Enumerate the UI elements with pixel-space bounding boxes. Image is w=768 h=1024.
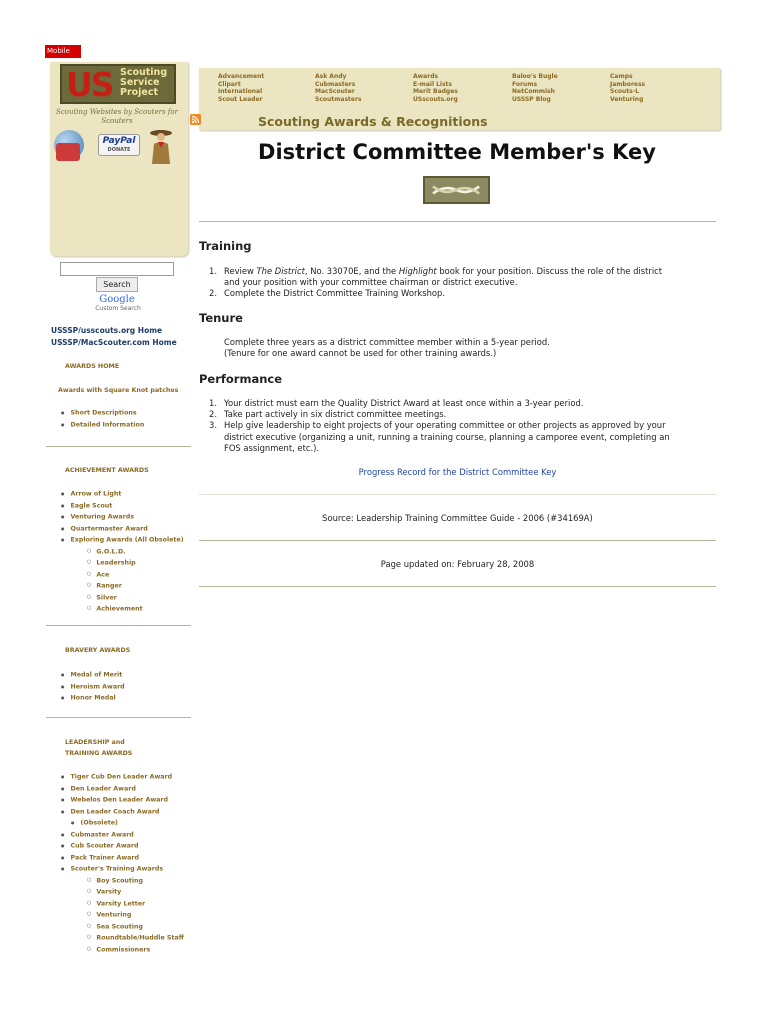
list-item[interactable]: ● Medal of Merit bbox=[61, 669, 125, 681]
leadership-heading: LEADERSHIP and TRAINING AWARDS bbox=[65, 739, 133, 757]
square-knot-link[interactable]: Awards with Square Knot patches bbox=[58, 387, 179, 394]
list-item: 1. Review The District, No. 33070E, and the Highlight book for your position. Discuss the role of the district and your position with your committee chairman or district executive. bbox=[209, 266, 663, 288]
list-item[interactable]: ● Scouter's Training Awards bbox=[61, 863, 184, 875]
list-item[interactable]: ○ Silver bbox=[61, 592, 184, 604]
list-item: 1. Your district must earn the Quality District Award at least once within a 3-year period. bbox=[209, 398, 584, 408]
list-item[interactable]: ● Den Leader Coach Award bbox=[61, 806, 184, 818]
list-item[interactable]: ● Tiger Cub Den Leader Award bbox=[61, 771, 184, 783]
nav-link[interactable]: MacScouter bbox=[315, 88, 355, 95]
leadership-list bbox=[61, 771, 184, 955]
usscouts-home-link[interactable]: USSSP/usscouts.org Home bbox=[51, 326, 163, 335]
list-item[interactable]: ● Den Leader Award bbox=[61, 783, 184, 795]
achievement-list bbox=[61, 488, 184, 615]
divider bbox=[46, 446, 191, 447]
nav-link[interactable]: Forums bbox=[512, 80, 538, 88]
list-item[interactable]: ● Heroism Award bbox=[61, 681, 125, 693]
list-item[interactable]: ○ Venturing bbox=[61, 909, 184, 921]
nav-link[interactable]: Awards bbox=[413, 73, 439, 80]
list-item[interactable]: ○ Varsity bbox=[61, 886, 184, 898]
divider bbox=[199, 540, 716, 541]
performance-list bbox=[209, 398, 714, 454]
nav-link[interactable]: E-mail Lists bbox=[413, 80, 452, 88]
list-item[interactable]: ○ G.O.L.D. bbox=[61, 546, 184, 558]
nav-link[interactable]: Ask Andy bbox=[315, 73, 347, 80]
nav-link[interactable]: International bbox=[218, 88, 263, 95]
achievement-heading: ACHIEVEMENT AWARDS bbox=[65, 467, 149, 474]
list-item[interactable]: ● Exploring Awards (All Obsolete) bbox=[61, 534, 184, 546]
nav-link[interactable]: NetCommish bbox=[512, 88, 555, 95]
nav-link[interactable]: Scouts-L bbox=[610, 88, 640, 95]
list-item[interactable]: ● Quartermaster Award bbox=[61, 523, 184, 535]
nav-link[interactable]: Scoutmasters bbox=[315, 95, 362, 103]
awards-home-link[interactable]: AWARDS HOME bbox=[65, 363, 120, 370]
custom-search-label: Custom Search bbox=[95, 305, 141, 312]
nav-column bbox=[512, 73, 558, 103]
page-title: District Committee Member's Key bbox=[258, 140, 656, 164]
list-item[interactable]: ● Detailed Information bbox=[61, 419, 144, 431]
list-item[interactable]: ○ Roundtable/Huddle Staff bbox=[61, 932, 184, 944]
macscouter-home-link[interactable]: USSSP/MacScouter.com Home bbox=[51, 338, 177, 347]
page-updated: Page updated on: February 28, 2008 bbox=[380, 559, 535, 569]
list-item: 2. Take part actively in six district committee meetings. bbox=[209, 409, 447, 420]
list-item[interactable]: ● Venturing Awards bbox=[61, 511, 184, 523]
list-item[interactable]: ○ Commissioners bbox=[61, 944, 184, 956]
divider bbox=[199, 494, 716, 495]
list-item[interactable]: ● Eagle Scout bbox=[61, 500, 184, 512]
rss-feed-icon[interactable] bbox=[190, 114, 201, 125]
logo-words: Scouting Service Project bbox=[120, 67, 168, 98]
divider bbox=[46, 717, 191, 718]
list-item[interactable]: ● Pack Trainer Award bbox=[61, 852, 184, 864]
nav-link[interactable]: Jamboress bbox=[610, 80, 646, 88]
list-item[interactable]: ○ Sea Scouting bbox=[61, 921, 184, 933]
progress-record-link[interactable]: Progress Record for the District Committee Key bbox=[358, 467, 557, 477]
divider bbox=[46, 625, 191, 626]
google-logo: Google bbox=[99, 294, 135, 305]
nav-link[interactable]: USSSP Blog bbox=[512, 95, 551, 103]
nav-column bbox=[218, 73, 264, 103]
bravery-heading: BRAVERY AWARDS bbox=[65, 647, 131, 654]
usssp-logo[interactable] bbox=[60, 64, 176, 104]
list-item[interactable]: ○ Ranger bbox=[61, 580, 184, 592]
square-knot-patch-image bbox=[423, 176, 490, 204]
nav-column bbox=[315, 73, 361, 103]
search-input[interactable] bbox=[60, 262, 174, 276]
divider bbox=[199, 586, 716, 587]
nav-column bbox=[610, 73, 645, 103]
info-list bbox=[61, 407, 144, 430]
nav-column bbox=[413, 73, 458, 103]
list-item: 3. Help give leadership to eight projects of your operating committee or other projects as approved by your district executive (organizing a unit, running a training course, planning a camporee event, completing an FOS assignment, etc.). bbox=[209, 420, 670, 453]
nav-link[interactable]: Baloo's Bugle bbox=[512, 73, 558, 80]
nav-link[interactable]: USscouts.org bbox=[413, 95, 458, 103]
logo-letters: US bbox=[66, 65, 113, 104]
list-item[interactable]: ○ Varsity Letter bbox=[61, 898, 184, 910]
nav-link[interactable]: Venturing bbox=[610, 95, 644, 103]
tenure-text: Complete three years as a district committee member within a 5-year period. (Tenure for one award cannot be used for other training awards.) bbox=[224, 337, 550, 359]
nav-link[interactable]: Advancement bbox=[218, 73, 265, 80]
training-list bbox=[209, 266, 714, 300]
list-item: 2. Complete the District Committee Training Workshop. bbox=[209, 288, 446, 299]
list-item[interactable]: ● Honor Medal bbox=[61, 692, 125, 704]
list-item[interactable]: ● Webelos Den Leader Award bbox=[61, 794, 184, 806]
tagline: Scouting Websites by Scouters for Scouters bbox=[56, 108, 178, 125]
list-item[interactable]: ● Arrow of Light bbox=[61, 488, 184, 500]
nav-link[interactable]: Clipart bbox=[218, 80, 241, 88]
nav-link[interactable]: Camps bbox=[610, 73, 633, 80]
list-item[interactable]: ● Cub Scouter Award bbox=[61, 840, 184, 852]
scout-figure-icon bbox=[146, 128, 176, 164]
performance-heading: Performance bbox=[199, 372, 283, 386]
list-item[interactable]: ● Short Descriptions bbox=[61, 407, 144, 419]
training-heading: Training bbox=[199, 239, 252, 253]
divider bbox=[199, 221, 716, 222]
nav-link[interactable]: Cubmasters bbox=[315, 80, 356, 88]
search-button[interactable]: Search bbox=[96, 277, 138, 292]
list-item[interactable]: ● Cubmaster Award bbox=[61, 829, 184, 841]
list-item[interactable]: ○ Ace bbox=[61, 569, 184, 581]
nav-link[interactable]: Merit Badges bbox=[413, 88, 458, 95]
mobile-button[interactable]: Mobile bbox=[45, 45, 81, 58]
paypal-donate-button[interactable]: PayPal DONATE bbox=[98, 134, 140, 156]
bravery-list bbox=[61, 669, 125, 704]
list-item[interactable]: ○ Achievement bbox=[61, 603, 184, 615]
mailbox-icon bbox=[56, 143, 80, 161]
section-title[interactable]: Scouting Awards & Recognitions bbox=[258, 114, 488, 129]
nav-link[interactable]: Scout Leader bbox=[218, 95, 263, 103]
tenure-heading: Tenure bbox=[199, 311, 243, 325]
list-item[interactable]: ○ Leadership bbox=[61, 557, 184, 569]
source-note: Source: Leadership Training Committee Guide - 2006 (#34169A) bbox=[322, 513, 593, 523]
list-item[interactable]: ○ Boy Scouting bbox=[61, 875, 184, 887]
list-item-continuation[interactable]: ● (Obsolete) bbox=[61, 817, 184, 829]
